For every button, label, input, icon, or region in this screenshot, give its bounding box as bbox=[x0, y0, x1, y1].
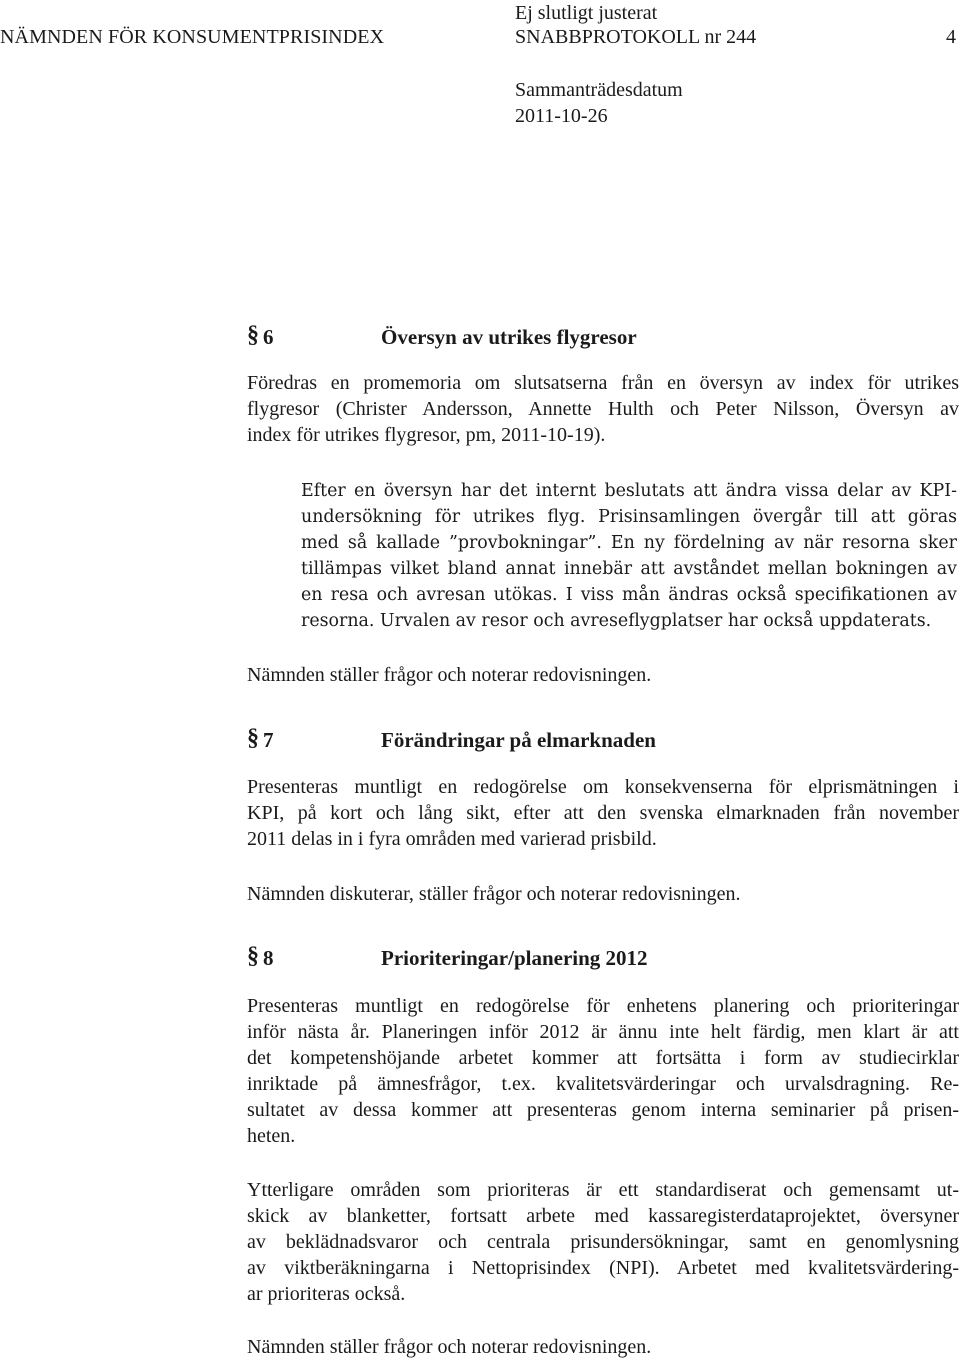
protocol-title: SNABBPROTOKOLL nr 244 bbox=[515, 26, 757, 48]
section-8-intro-line: inför nästa år. Planeringen inför 2012 är ännu inte helt färdig, men klart är att bbox=[247, 1021, 959, 1043]
section-8-second-paragraph bbox=[247, 1177, 959, 1307]
section-8-second-line: Ytterligare områden som prioriteras är ett standardiserat och gemensamt ut- bbox=[247, 1179, 959, 1201]
section-6-quote-line: resorna. Urvalen av resor och avreseflygplatser har också uppdaterats. bbox=[301, 611, 932, 631]
section-6-intro-line: flygresor (Christer Andersson, Annette Hulth och Peter Nilsson, Översyn av bbox=[247, 398, 959, 420]
section-6-quote-line: Efter en översyn har det internt beslutats att ändra vissa delar av KPI- bbox=[301, 481, 957, 501]
section-6-intro-line: Föredras en promemoria om slutsatserna från en översyn av index för utrikes bbox=[247, 372, 959, 394]
section-6-title: Översyn av utrikes flygresor bbox=[381, 325, 637, 349]
organization-name: NÄMNDEN FÖR KONSUMENTPRISINDEX bbox=[0, 26, 385, 48]
section-8-second-line: av viktberäkningarna i Nettoprisindex (NPI). Arbetet med kvalitetsvärdering- bbox=[247, 1257, 959, 1279]
section-6-quote bbox=[301, 478, 957, 634]
section-8-title: Prioriteringar/planering 2012 bbox=[381, 946, 648, 970]
section-8-intro-line: inriktade på ämnesfrågor, t.ex. kvalitetsvärderingar och urvalsdragning. Re- bbox=[247, 1073, 959, 1095]
section-8-conclusion: Nämnden ställer frågor och noterar redovisningen. bbox=[247, 1336, 652, 1358]
section-7-title: Förändringar på elmarknaden bbox=[381, 728, 656, 752]
section-6-conclusion: Nämnden ställer frågor och noterar redovisningen. bbox=[247, 664, 652, 686]
section-7-symbol: § bbox=[247, 725, 259, 751]
section-7-intro-line: 2011 delas in i fyra områden med varierad prisbild. bbox=[247, 828, 657, 850]
section-7-intro-line: KPI, på kort och lång sikt, efter att den svenska elmarknaden från november bbox=[247, 802, 959, 824]
section-6-intro bbox=[247, 370, 959, 448]
section-6-quote-line: en resa och avresan utökas. I viss mån ändras också specifikationen av bbox=[301, 585, 957, 605]
section-8-intro-line: heten. bbox=[247, 1125, 296, 1147]
section-8-intro-line: det kompetenshöjande arbetet kommer att fortsätta i form av studiecirklar bbox=[247, 1047, 959, 1069]
section-7-conclusion: Nämnden diskuterar, ställer frågor och noterar redovisningen. bbox=[247, 883, 741, 905]
section-8-symbol: § bbox=[247, 943, 259, 969]
section-8-second-line: av beklädnadsvaror och centrala prisundersökningar, samt en genomlysning bbox=[247, 1231, 959, 1253]
section-6-symbol: § bbox=[247, 322, 259, 348]
section-8-intro-line: Presenteras muntligt en redogörelse för enhetens planering och prioriteringar bbox=[247, 995, 959, 1017]
document-status: Ej slutligt justerat bbox=[515, 2, 658, 24]
meeting-date: 2011-10-26 bbox=[515, 105, 608, 127]
section-6-intro-line: index för utrikes flygresor, pm, 2011-10-19). bbox=[247, 424, 606, 446]
section-6-number: 6 bbox=[263, 325, 274, 349]
section-6-quote-line: med så kallade ”provbokningar”. En ny fördelning av när resorna sker bbox=[301, 533, 957, 553]
section-8-intro bbox=[247, 993, 959, 1149]
section-8-second-line: ar prioriteras också. bbox=[247, 1283, 406, 1305]
section-7-intro-line: Presenteras muntligt en redogörelse om konsekvenserna för elprismätningen i bbox=[247, 776, 959, 798]
section-8-intro-line: sultatet av dessa kommer att presenteras genom interna seminarier på prisen- bbox=[247, 1099, 959, 1121]
section-6-quote-line: tillämpas vilket bland annat innebär att avståndet mellan bokningen av bbox=[301, 559, 957, 579]
section-7-intro bbox=[247, 774, 959, 852]
meeting-date-label: Sammanträdesdatum bbox=[515, 79, 683, 101]
section-7-number: 7 bbox=[263, 728, 274, 752]
section-8-number: 8 bbox=[263, 946, 274, 970]
section-8-second-line: skick av blanketter, fortsatt arbete med kassaregisterdataprojektet, översyner bbox=[247, 1205, 959, 1227]
page-number: 4 bbox=[946, 26, 956, 48]
section-6-quote-line: undersökning för utrikes flyg. Prisinsamlingen övergår till att göras bbox=[301, 507, 957, 527]
